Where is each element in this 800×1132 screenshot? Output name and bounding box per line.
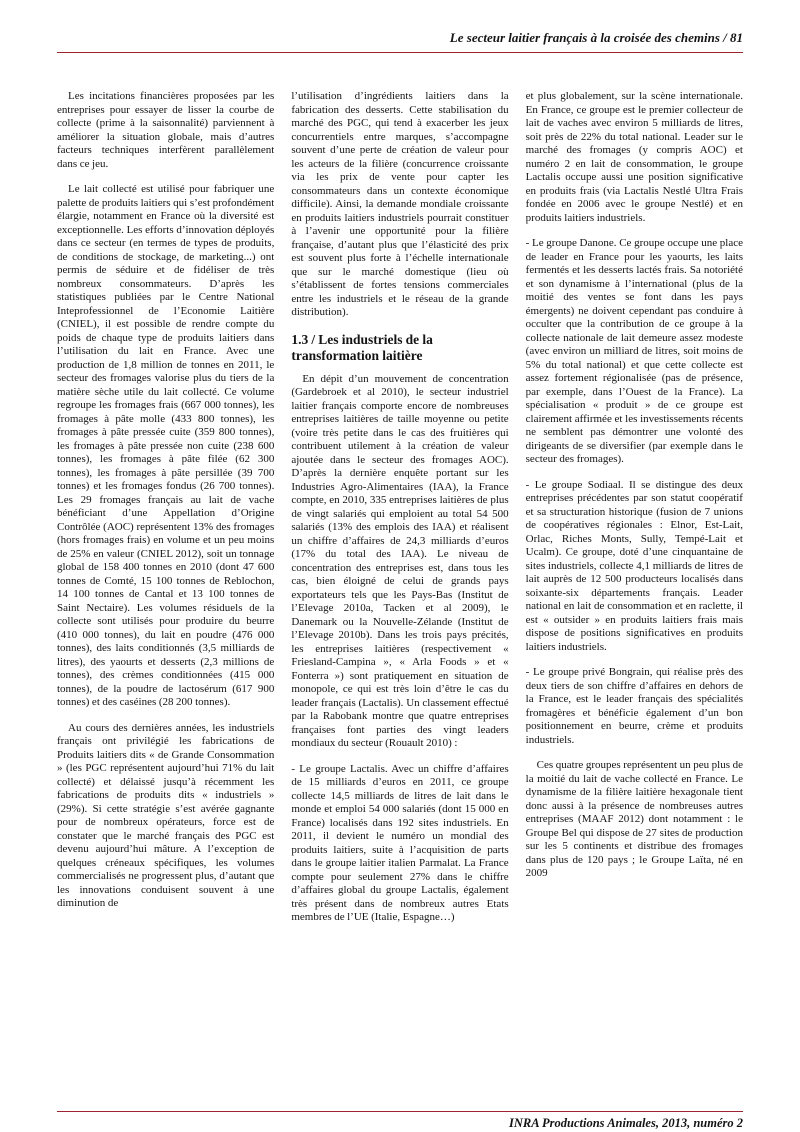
paragraph: - Le groupe Lactalis. Avec un chiffre d’affaires de 15 milliards d’euros en 2011, ce groupe collecte 14,5 milliards de litres de lait dans le monde et emploi 54 000 salariés (dont 15 000 en France) localisés dans 192 sites industriels. En 2011, il devient le numéro un mondial des produits laitiers, suite à l’acquisition de parts dans le groupe laitier italien Parmalat. La France compte pour seulement 27% dans le chiffre d’affaires global du groupe Lactalis, également très présent dans de nombreux autres Etats membres de l’UE (Italie, Espagne…) xyxy=(291,762,509,923)
journal-footer xyxy=(57,1115,743,1131)
text-column-3 xyxy=(526,90,743,1102)
paragraph: Les incitations financières proposées par les entreprises pour essayer de lisser la courbe de collecte (prime à la saisonnalité) parviennent à améliorer la situation globale, mais d’autres facteurs techniques interfèrent parallèlement dans ce jeu. xyxy=(57,90,275,170)
article-body xyxy=(57,90,743,1102)
paragraph: - Le groupe privé Bongrain, qui réalise près des deux tiers de son chiffre d’affaires en dehors de la France, est le leader français des spécialités fromagères et bénéficie également d’un bon positionnement en beurre, crème et produits industriels. xyxy=(525,666,743,746)
paragraph: - Le groupe Sodiaal. Il se distingue des deux entreprises précédentes par son statut coopératif et sa structuration historique (fusion de 7 unions de coopératives régionales : Elnor, Est-Lait, Orlac, Riches Monts, Sully, Tempé-Lait et Ucalm). Ce groupe, doté d’une cinquantaine de sites industriels, collecte 4,1 milliards de litres de lait auprès de 12 500 producteurs localisés dans soixante-six départements français. Leader national en lait de consommation et en raclette, il est « outsider » en produits laitiers frais mais dispose de positions significatives en produits laitiers industriels. xyxy=(525,478,743,653)
paragraph: Le lait collecté est utilisé pour fabriquer une palette de produits laitiers qui s’est profondément élargie, notamment en France où la diversité est exceptionnelle. Les efforts d’innovation déployés dans ce secteur (en termes de types de produits, de conditions de stockage, de marketing...) ont permis de séduire et de fidéliser de très nombreux consommateurs. D’après les statistiques publiées par le Centre National Inteprofessionnel de l’Economie Laitière (CNIEL), il est possible de rendre compte du poids de chaque type de produits laitiers dans l’utilisation du lait en France. Avec une production de 1,8 million de tonnes en 2011, le secteur des fromages valorise plus du tiers de la matière sèche utile du lait collecté. Ce volume regroupe les fromages frais (667 000 tonnes), les fromages à pâte molle (433 800 tonnes), les fromages à pâte pressée cuite (359 800 tonnes), les fromages à pâte pressée non cuite (238 600 tonnes), les fromages à pâte filée (62 300 tonnes), les fromages à pâte persillée (39 700 tonnes) et les fromages fondus (26 700 tonnes). Les 29 fromages français au lait de vache bénéficiant d’une Appellation d’Origine Contrôlée (AOC) représentent 13% des fromages (hors fromages frais) en volume et un peu moins de 25% en valeur (CNIEL 2012), soit un tonnage global de 158 400 tonnes en 2010 (dont 47 600 tonnes de Comté, 15 100 tonnes de Reblochon, 14 100 tonnes de Cantal et 13 100 tonnes de Saint Nectaire). Les volumes résiduels de la collecte sont utilisés pour produire du beurre (410 000 tonnes), du lait en poudre (476 000 tonnes), des laits conditionnés (3,5 milliards de litres), des yaourts et desserts (2,3 millions de tonnes), des crèmes conditionnées (415 000 tonnes), de la poudre de lactosérum (617 900 tonnes) et des caséines (28 200 tonnes). xyxy=(57,183,275,708)
text-column-1 xyxy=(57,90,274,1102)
running-head xyxy=(57,30,743,46)
paragraph: En dépit d’un mouvement de concentration (Gardebroek et al 2010), le secteur industriel laitier français comporte encore de nombreuses entreprises laitières de taille moyenne ou petite (voire très petite dans le cas des fruitières qui contribuent utilement à la création de valeur ajoutée dans le secteur des fromages AOC). D’après la dernière enquête portant sur les Industries Agro-Alimentaires (IAA), la France compte, en 2010, 335 entreprises laitières de plus de vingt salariés qui emploient au total 54 500 salariés (13% des emplois des IAA) et réalisent un chiffre d’affaires de 24,3 milliards d’euros (17% du total des IAA). Le niveau de concentration des entreprises est, dans tous les cas, bien éloigné de celui de grands pays exportateurs tels que les Pays-Bas (Institut de l’Elevage 2010a, Tacken et al 2009), le Danemark ou la Nouvelle-Zélande (Institut de l’Elevage 2010b). Dans les trois pays précités, les entreprises laitières (respectivement « Friesland-Campina », « Arla Foods » et « Fonterra ») sont pratiquement en situation de monopole, ce qui est très loin d’être le cas du leader français (Lactalis). Un classement effectué par la Rabobank montre que quatre entreprises françaises font parties des vingt leaders mondiaux du secteur (Rouault 2010) : xyxy=(291,372,509,749)
header-rule xyxy=(57,52,743,53)
running-head-title: Le secteur laitier français à la croisée des chemins / xyxy=(449,30,727,45)
paragraph: Ces quatre groupes représentent un peu plus de la moitié du lait de vache collecté en France. Le dynamisme de la filière laitière hexagonale tient donc aussi à la présence de nombreuses autres entreprises (MAAF 2012) dont notamment : le Groupe Bel qui dispose de 27 sites de production sur les 5 continents et distribue des fromages dans plus de 120 pays ; le Groupe Laïta, né en 2009 xyxy=(525,759,743,879)
paragraph: Au cours des dernières années, les industriels français ont privilégié les fabrications de Produits laitiers dits « de Grande Consommation » (les PGC représentent aujourd’hui 71% du lait collecté) et délaissé jusqu’à récemment les fabrications de produits dits « industriels » (29%). Si cette stratégie s’est avérée gagnante pour de nombreux opérateurs, force est de constater que le marché français des PGC est devenu aujourd’hui mâture. A l’exception de quelques créneaux spécifiques, les volumes commercialisés ne progressent plus, d’autant que les innovations conduisent souvent à une diminution de xyxy=(57,721,275,909)
paragraph: l’utilisation d’ingrédients laitiers dans la fabrication des desserts. Cette stabilisation du marché des PGC, qui tend à exacerber les jeux concurrentiels entre marques, s’accompagne souvent d’une perte de création de valeur pour les acteurs de la filière (concurrence croissante via les prix de vente pour capter les consommateurs dans un contexte économique difficile). Ainsi, la demande mondiale croissante en produits laitiers industriels pourrait constituer à l’avenir une opportunité pour la filière française, d’autant plus que l’élasticité des prix est souvent plus forte à l’échelle internationale que sur le marché domestique (lieu où s’établissent de fortes tensions commerciales entre les industriels et le réseau de la grande distribution). xyxy=(291,90,509,318)
journal-footer-text: INRA Productions Animales, 2013, numéro 2 xyxy=(509,1116,743,1130)
text-column-2 xyxy=(291,90,508,1102)
page-number: 81 xyxy=(730,30,743,45)
footer-rule xyxy=(57,1111,743,1112)
paragraph: - Le groupe Danone. Ce groupe occupe une place de leader en France pour les yaourts, les laits fermentés et les desserts lactés frais. Sa notoriété et son dynamisme à l’international (plus de la moitié des ventes se font dans les pays émergents) ne doivent cependant pas conduire à occulter que la contribution de ce groupe à la collecte nationale de lait demeure assez modeste (avec environ un milliard de litres, soit moins de 5% du total national) et que cette collecte est assez fortement régionalisée (pas de présence, par exemple, dans l’Ouest de la France). La spécialisation « produit » de ce groupe est clairement affirmée et les investissements récents ne semblent pas démontrer une volonté des dirigeants de se diversifier (par exemple dans le secteur des fromages). xyxy=(525,237,743,465)
paragraph: et plus globalement, sur la scène internationale. En France, ce groupe est le premier collecteur de lait de vaches avec environ 5 milliards de litres, soit près de 22% du total national. Leader sur le marché des fromages (y compris AOC) et numéro 2 en lait de consommation, le groupe Lactalis occupe aussi une position significative en produits frais (via Lactalis Nestlé Ultra Frais fondée en 2006 avec le groupe Nestlé) et en produits laitiers industriels. xyxy=(525,90,743,224)
section-heading: 1.3 / Les industriels de la transformation laitière xyxy=(291,331,433,363)
